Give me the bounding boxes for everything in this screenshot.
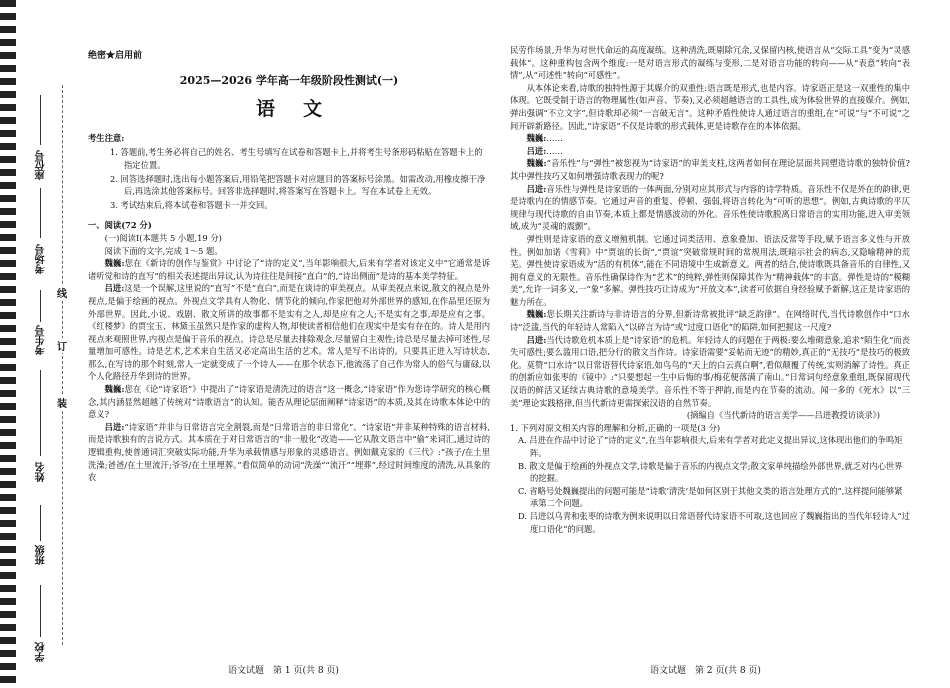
interview-paragraph — [510, 132, 910, 145]
paragraph-text: 当代诗歌危机本质上是“诗家语”的危机。年轻诗人的问题在于两极:要么堆砌意象,追求“陌生化”而丧失可感性;要么滥用口语,把分行的散文当作诗。诗家语需要“妥帖而无迹”的精妙,真正的“无技巧”是技巧的极致化。莫赞“口水诗”以日常语替代诗家语,如鸟鸟的“天上的白云真白啊”,看似颠覆了传统,实则消解了诗性。真正的创新应如张枣的《镜中》:“只要想起一生中后悔的事/梅花便落满了南山。”日常词句经意象重组,既保留现代汉语的鲜活又延续古典诗歌的意境美学。音乐性不等于押韵,而是内在节奏的流动。闻一多的《死水》以“三美”理论实践格律,但当代新诗更需探索汉语的自然节奏。 — [510, 334, 910, 408]
binding-dashed-line — [62, 85, 63, 645]
note-item: 1. 答题前,考生务必将自己的姓名、考生号填写在试卷和答题卡上,并将考生号条形码粘贴在答题卡上的指定位置。 — [110, 147, 483, 170]
cut-mark-ding: 订 — [57, 338, 67, 353]
paragraph-text: …… — [546, 145, 563, 156]
cut-mark-xian: 线 — [57, 285, 67, 300]
exam-no-line — [40, 290, 41, 322]
exam-room-label: 考场号 — [36, 244, 47, 274]
paragraph-text: “音乐性”与“弹性”被您视为“诗家语”的审美支柱,这两者如何在理论层面共同塑造诗歌的独特价值?其中弹性技巧又如何增强诗歌表现力的呢? — [510, 158, 910, 181]
exam-no-label: 考生号 — [36, 325, 47, 355]
speaker-label: 吕进: — [526, 334, 547, 345]
paragraph-text: 音乐性与弹性是诗家语的一体两面,分别对应其形式与内容的诗学特质。音乐性不仅是外在的韵律,更是诗歌内在的情感节奏。它通过声音的重复、停顿、强弱,将语言转化为“可听的思想”。例如,古典诗歌的平仄规律与现代诗歌的自由节奏,本质上都是情感波动的外化。音乐性使诗歌脱离日常语言的实用功能,进入审美领域,成为“灵魂的震颤”。 — [510, 183, 910, 232]
school-label: 学校 — [36, 642, 47, 662]
interview-paragraph — [88, 282, 490, 383]
exam-room-line — [40, 188, 41, 238]
interview-paragraph — [510, 308, 910, 333]
barcode-stripe — [0, 0, 16, 688]
paragraph-text: 您在《论“诗家语”》中提出了“诗家语是清洗过的语言”这一概念,“诗家语”作为您诗学研究的核心概念,其内涵显然超越了传统对“诗歌语言”的认知。能否从理论层面阐释“诗家语”的本质,及其在诗歌本体论中的意义? — [88, 384, 490, 420]
paragraph-text: 从本体论来看,诗歌的独特性源于其媒介的双重性:语言既是形式,也是内容。诗家语正是这一双重性的集中体现。它既受制于语言的物理属性(如声音、节奏),又必须超越语言的工具性,成为体验世界的直接媒介。例如,弹出强调“不立文字”,但诗歌却必须“一言破无言”。这种矛盾性使诗人通过语言的重组,在“可说”与“不可说”之间开辟新路径。因此,“诗家语”不仅是诗歌的形式载体,更是诗歌存在的本体依据。 — [510, 82, 910, 131]
exam-title: 2025—2026 学年高一年级阶段性测试(一) — [179, 73, 399, 87]
secret-mark: 绝密★启用前 — [88, 51, 143, 61]
notes-list — [88, 146, 490, 211]
speaker-label: 吕进: — [104, 283, 125, 294]
question-option[interactable]: C. 省略号处魏巍提出的问题可能是“诗歌‘清洗’是如何区别于其他文类的语言处理方式的”,这样提问能够紧承第二个问题。 — [518, 485, 903, 509]
seat-line — [40, 95, 41, 145]
subject-title: 语文 — [255, 98, 350, 121]
speaker-label: 吕进: — [526, 183, 547, 194]
note-item: 2. 回答选择题时,选出每小题答案后,用铅笔把答题卡对应题目的答案标号涂黑。如需改动,用橡皮擦干净后,再选涂其他答案标号。回答非选择题时,将答案写在答题卡上。写在本试卷上无效。 — [110, 173, 486, 197]
speaker-label: 魏巍: — [104, 384, 125, 395]
paragraph-text: 您在《新诗的创作与鉴赏》中讨论了“诗的定义”,当年影响很大,后来有学者对该定义中“它通常是诉诸听觉和诗的直写”的相关表述提出异议,认为诗往往是间接“直白”的,“诗出侧面”是诗的基本美学特征。 — [88, 258, 490, 281]
paragraph-text: 民劳作场景,升华为对世代命运的高度凝练。这种清洗,既剔除冗余,又保留内核,使语言从“交际工具”变为“灵感载体”。这种重构包含两个维度:一是对语言形式的凝练与变形,二是对语言功能的转向——从“表意”转向“表情”,从“可述性”转向“可感性”。 — [510, 45, 910, 81]
name-line — [40, 370, 41, 456]
binding-margin — [18, 0, 80, 688]
cut-mark-zhuang: 装 — [57, 395, 67, 410]
section-heading: 一、阅读(72 分) — [88, 220, 152, 231]
page-footer-1: 语文试题 第 1 页(共 8 页) — [228, 666, 339, 676]
reading-instruction: 阅读下面的文字,完成 1～5 题。 — [104, 245, 223, 256]
interview-paragraph — [510, 145, 910, 158]
class-label: 班级 — [36, 545, 47, 565]
interview-paragraph — [88, 421, 490, 484]
speaker-label: 魏巍: — [526, 133, 547, 144]
question-option[interactable]: A. 吕进在作品中讨论了“诗的定义”,在当年影响很大,后来有学者对此定义提出异议,这体现出他们的争鸣矩阵。 — [518, 435, 903, 458]
interview-paragraph — [88, 257, 490, 282]
notes-heading: 考生注意: — [88, 132, 125, 143]
subsection-heading: (一)阅读Ⅰ(本题共 5 小题,19 分) — [104, 232, 222, 243]
interview-paragraph — [88, 383, 490, 421]
left-column — [88, 50, 490, 484]
source-citation: (摘编自《当代新诗的语言美学——吕进教授访谈录》) — [686, 410, 880, 421]
speaker-label: 魏巍: — [526, 309, 547, 320]
question-stem: 1. 下列对原文相关内容的理解和分析,正确的一项是(3 分) — [510, 422, 721, 433]
interview-paragraph — [510, 183, 910, 233]
speaker-label: 魏巍: — [104, 258, 125, 269]
question-option[interactable]: D. 吕进以乌青和张枣的诗歌为例来说明以日常语替代诗家语不可取,这也回应了魏巍指出的当代年轻诗人“过度口语化”的问题。 — [518, 510, 910, 534]
interview-paragraph — [510, 334, 910, 410]
speaker-label: 魏巍: — [526, 158, 547, 169]
name-label: 姓名 — [36, 462, 47, 482]
paragraph-text: 弹性则是诗家语的意义增殖机制。它通过词类活用、意象叠加、语法反常等手段,赋予语言多义性与开放性。例如加诺《雪莉》中“贾谊的长街”,“贾谊”突破常规时间的常规用法,既暗示社会的病态,又隐喻精神的荒芜。弹性使诗家语成为“活的有机体”,能在不同语境中生成新意义。两者的结合,使诗歌既具备音乐的自律性,又拥有意义的无限性。音乐性确保诗作为“艺术”的纯粹,弹性则保障其作为“精神载体”的丰富。弹性是诗的“模糊美”,允许一词多义,一“象”多解。弹性技巧让诗成为“开放文本”,读者可依据自身经验赋予新解,这正是诗家语的魅力所在。 — [510, 233, 910, 307]
paragraph-text: 您长期关注新诗与非诗语言的分界,但新诗常被批评“缺乏韵律”。在网络时代,当代诗歌创作中“口水诗”泛滥,当代的年轻诗人常陷入“以碎言为诗”或“过度口语化”的陷阱,如何把握这一尺度? — [510, 309, 910, 333]
seat-label: 座位号 — [36, 150, 47, 180]
page-footer-2: 语文试题 第 2 页(共 8 页) — [650, 666, 761, 676]
class-line — [40, 505, 41, 541]
interview-paragraph — [510, 157, 910, 182]
school-line — [40, 585, 41, 637]
paragraph-text: …… — [546, 133, 563, 144]
speaker-label: 吕进: — [104, 421, 125, 432]
note-item: 3. 考试结束后,将本试卷和答题卡一并交回。 — [110, 199, 273, 210]
speaker-label: 吕进: — [526, 145, 547, 156]
interview-paragraph — [510, 233, 910, 309]
interview-paragraph — [510, 44, 910, 82]
right-column — [510, 44, 910, 535]
interview-paragraph — [510, 82, 910, 132]
paragraph-text: “诗家语”并非与日常语言完全割裂,而是“日常语言的非日常化”。“诗家语”并非某种特殊的语言材料,而是诗歌独有的言说方式。其本质在于对日常语言的“非一般化”改造——它从散文语言中“偷”来词汇,通过诗的逻辑重构,使普通词汇突破实际功能,升华为承载情感与形象的灵感语言。例如戴克家的《三代》:“孩子/在土里洗澡;爸爸/在土里流汗;爷爷/在土里埋葬。”看似简单的动词“洗澡”“流汗”“埋葬”,经过时间维度的清洗,从具象的农 — [88, 421, 490, 483]
question-option[interactable]: B. 散文是偏于绘画的外视点文学,诗歌是偏于音乐的内视点文学;散文家单纯描绘外部世界,就乏对内心世界的挖掘。 — [518, 460, 903, 484]
paragraph-text: 这是一个误解,这里说的“直写”不是“直白”,而是在谈诗的审美视点。从审美视点来说,散文的视点是外视点,是偏于绘画的视点。外视点文学具有人物化、情节化的倾向,作家把他对外部世界的感知,在作品里还原为外部世界。因此,小说、戏剧、散文所讲的故事都不是实有之人,却是应有之人;不是实有之事,却是应有之事。《红楼梦》的贾宝玉、林黛玉虽然只是作家的虚构人物,却使读者相信他们在现实中是实有存在的。诗人是用内视点来观照世界,内视点是偏于音乐的视点。诗总是尽量去排除观念,尽量留白主观性;诗总是尽量去掉可述性,尽量增加可感性。诗是艺术,艺术来自生活又必定高出生活的艺术。常人是写不出诗的。只要具正进入写诗状态,那么,在写诗的那个时刻,常人一定就变成了一个诗人——在那个状态下,他流荡了自己作为常人的俗气与庸碌,以个人化路径升华到诗的世界。 — [88, 283, 490, 382]
